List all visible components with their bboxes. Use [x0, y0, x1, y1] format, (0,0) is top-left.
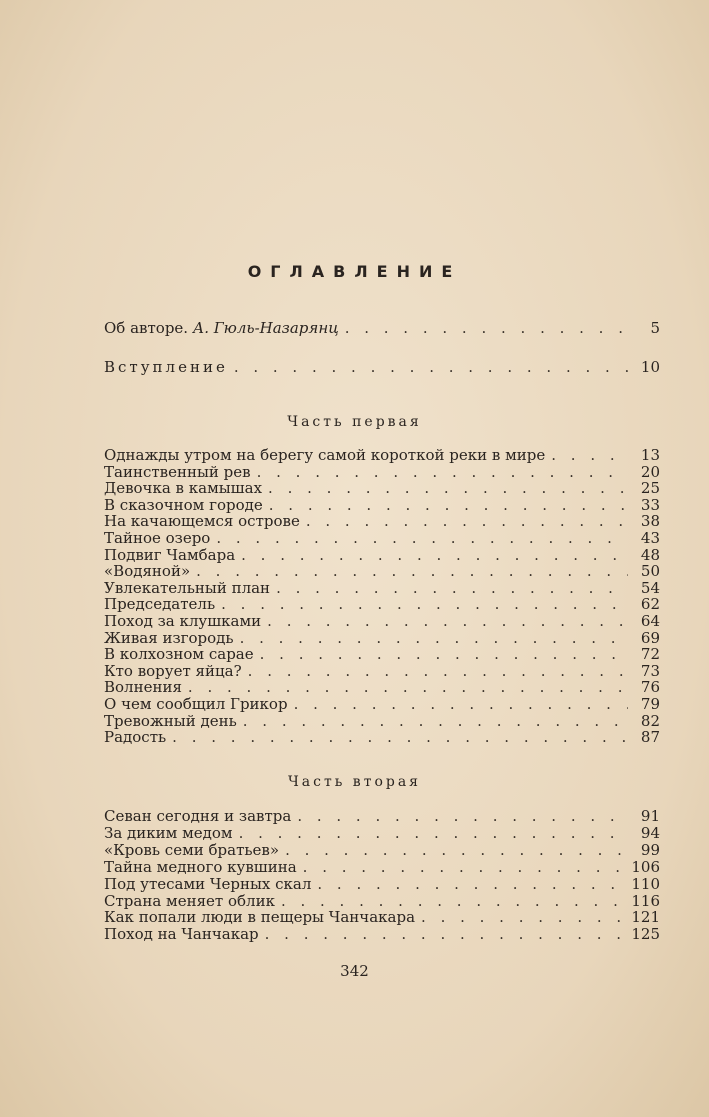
toc-entry-page: 62 — [640, 595, 660, 614]
toc-entry-label: Председатель — [104, 595, 216, 614]
toc-entry — [104, 464, 660, 480]
toc-entry-page: 48 — [640, 545, 660, 564]
toc-entry-page: 54 — [640, 578, 660, 597]
page-title: ОГЛАВЛЕНИЕ — [247, 262, 462, 281]
toc-entry-page: 50 — [640, 562, 660, 581]
toc-entry — [104, 480, 660, 496]
leader-dots — [345, 320, 628, 336]
toc-entry — [104, 530, 660, 546]
leader-dots — [243, 713, 628, 729]
toc-entry-page: 69 — [640, 628, 660, 647]
leader-dots — [269, 497, 628, 513]
author-name: А. Гюль-Назарянц — [192, 319, 339, 337]
toc-entry-label: Об авторе. А. Гюль-Назарянц — [104, 319, 339, 337]
toc-entry — [104, 729, 660, 745]
toc-entry — [104, 679, 660, 695]
toc-entry — [104, 497, 660, 513]
leader-dots — [196, 563, 628, 579]
toc-entry-label: Тайна медного кувшина — [104, 857, 297, 876]
toc-entry — [104, 696, 660, 712]
toc-entry-label: За диким медом — [104, 823, 233, 842]
toc-entry-page: 106 — [631, 857, 660, 876]
section-heading-part1: Часть первая — [287, 414, 422, 430]
toc-entry-label: Страна меняет облик — [104, 891, 275, 910]
leader-dots — [257, 464, 628, 480]
leader-dots — [234, 359, 628, 375]
toc-entry-page: 110 — [631, 874, 660, 893]
toc-entry-label: Под утесами Черных скал — [104, 874, 312, 893]
toc-entry-page: 99 — [640, 840, 660, 859]
toc-entry-page: 76 — [640, 678, 660, 697]
toc-entry-label: Вступление — [104, 358, 228, 376]
toc-entry-page: 43 — [640, 529, 660, 547]
leader-dots — [221, 596, 628, 612]
toc-entry — [104, 596, 660, 612]
toc-entry-page: 25 — [640, 479, 660, 498]
leader-dots — [239, 825, 628, 841]
toc-entry-page: 82 — [640, 711, 660, 730]
toc-entry-page: 94 — [640, 823, 660, 842]
toc-entry-page: 125 — [631, 925, 660, 944]
toc-entry — [104, 447, 660, 463]
toc-entry-label: Живая изгородь — [104, 628, 234, 647]
page-number: 342 — [340, 962, 369, 980]
leader-dots — [248, 663, 628, 679]
toc-entry-label: Подвиг Чамбара — [104, 545, 236, 564]
toc-entry — [104, 663, 660, 679]
leader-dots — [268, 480, 628, 496]
toc-entry — [104, 876, 660, 892]
toc-entry-page: 87 — [640, 728, 660, 747]
toc-entry-label: Севан сегодня и завтра — [104, 807, 292, 825]
toc-entry-introduction — [104, 359, 660, 375]
toc-entry-label: «Водяной» — [104, 562, 191, 581]
toc-entry-label: Поход на Чанчакар — [104, 925, 259, 944]
toc-entry-page: 121 — [631, 908, 660, 927]
toc-entry — [104, 563, 660, 579]
toc-entry-label: Кто ворует яйца? — [104, 661, 242, 680]
toc-entry — [104, 580, 660, 596]
leader-dots — [267, 613, 628, 629]
leader-dots — [172, 729, 628, 745]
toc-entry-page: 13 — [640, 446, 660, 464]
toc-entry-label: Тайное озеро — [104, 529, 211, 547]
leader-dots — [294, 696, 628, 712]
toc-entry-label: «Кровь семи братьев» — [104, 840, 280, 859]
toc-entry-page: 20 — [640, 462, 660, 481]
toc-entry — [104, 859, 660, 875]
toc-entry-page: 79 — [640, 695, 660, 713]
toc-entry-label: Однажды утром на берегу самой короткой реки в мире — [104, 446, 546, 464]
toc-entry — [104, 713, 660, 729]
leader-dots — [276, 580, 628, 596]
leader-dots — [240, 630, 628, 646]
leader-dots — [551, 447, 628, 463]
toc-entry — [104, 893, 660, 909]
toc-entry — [104, 825, 660, 841]
toc-entry-page: 38 — [640, 512, 660, 531]
toc-entry — [104, 909, 660, 925]
toc-entry-page: 10 — [640, 358, 660, 376]
toc-entry-label: На качающемся острове — [104, 512, 300, 531]
toc-entry-label: О чем сообщил Грикор — [104, 695, 288, 713]
leader-dots — [265, 926, 626, 942]
toc-entry-label: Таинственный рев — [104, 462, 251, 481]
toc-entry-page: 116 — [631, 891, 660, 910]
toc-entry-page: 91 — [640, 807, 660, 825]
leader-dots — [317, 876, 625, 892]
toc-entry-page: 5 — [650, 319, 660, 337]
toc-entry — [104, 630, 660, 646]
leader-dots — [303, 859, 626, 875]
leader-dots — [281, 893, 625, 909]
toc-entry-label: Тревожный день — [104, 711, 237, 730]
toc-entry-label: Девочка в камышах — [104, 479, 263, 498]
toc-entry-page: 73 — [640, 661, 660, 680]
toc-entry-label: Радость — [104, 728, 167, 747]
toc-entry — [104, 646, 660, 662]
toc-entry-page: 33 — [640, 495, 660, 514]
leader-dots — [306, 513, 628, 529]
toc-entry-label: Увлекательный план — [104, 578, 271, 597]
leader-dots — [241, 547, 628, 563]
toc-entry-page: 64 — [640, 612, 660, 630]
section-heading-part2: Часть вторая — [287, 774, 422, 790]
leader-dots — [188, 679, 628, 695]
leader-dots — [285, 842, 628, 858]
toc-entry-label: Поход за клушками — [104, 612, 262, 630]
toc-entry-about-author — [104, 320, 660, 336]
toc-entry — [104, 808, 660, 824]
toc-entry — [104, 513, 660, 529]
leader-dots — [297, 808, 628, 824]
toc-entry — [104, 547, 660, 563]
toc-entry-label: Волнения — [104, 678, 182, 697]
toc-entry — [104, 842, 660, 858]
leader-dots — [421, 909, 625, 925]
toc-entry — [104, 613, 660, 629]
toc-entry — [104, 926, 660, 942]
leader-dots — [216, 530, 628, 546]
toc-entry-label: В сказочном городе — [104, 495, 263, 514]
toc-entry-page: 72 — [640, 645, 660, 664]
toc-entry-label: В колхозном сарае — [104, 645, 254, 664]
leader-dots — [260, 646, 628, 662]
toc-entry-label: Как попали люди в пещеры Чанчакара — [104, 908, 416, 927]
